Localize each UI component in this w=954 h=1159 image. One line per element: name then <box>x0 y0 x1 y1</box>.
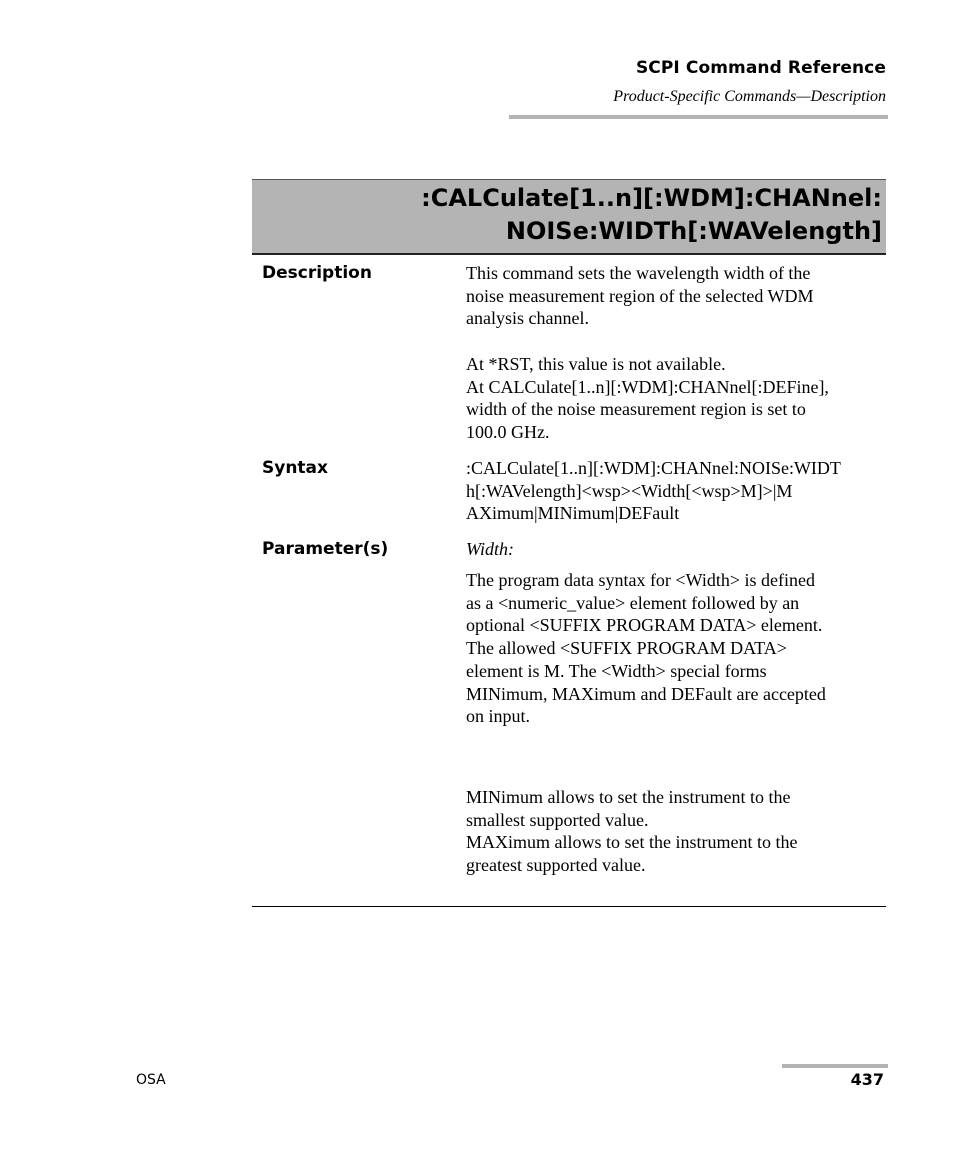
parameters-paragraph-2 <box>466 786 886 877</box>
text-line: analysis channel. <box>466 308 589 329</box>
text-line: This command sets the wavelength width of the <box>466 263 811 283</box>
syntax-line: AXimum|MINimum|DEFault <box>466 503 680 524</box>
text-line: MINimum allows to set the instrument to the <box>466 787 791 807</box>
text-line: element is M. The <Width> special forms <box>466 660 767 681</box>
running-header-title: SCPI Command Reference <box>635 58 886 78</box>
text-line: MAXimum allows to set the instrument to the <box>466 832 798 853</box>
header-rule <box>509 115 888 119</box>
parameter-name: Width: <box>466 539 514 559</box>
text-line: The program data syntax for <Width> is defined <box>466 570 815 590</box>
text-line: optional <SUFFIX PROGRAM DATA> element. <box>466 615 823 636</box>
text-line: 100.0 GHz. <box>466 422 550 443</box>
running-header-subtitle: Product-Specific Commands—Description <box>613 88 886 105</box>
text-line: on input. <box>466 706 531 727</box>
command-title-line-1: :CALCulate[1..n][:WDM]:CHANnel: <box>421 184 882 212</box>
description-paragraph-2 <box>466 353 886 444</box>
text-line: greatest supported value. <box>466 855 646 876</box>
text-line: as a <numeric_value> element followed by an <box>466 592 800 613</box>
parameters-label: Parameter(s) <box>262 539 389 559</box>
section-end-rule <box>252 906 886 907</box>
syntax-line: h[:WAVelength]<wsp><Width[<wsp>M]>|M <box>466 480 793 501</box>
syntax-label: Syntax <box>262 458 328 478</box>
text-line: smallest supported value. <box>466 809 649 830</box>
description-paragraph-1 <box>466 262 886 330</box>
syntax-text <box>466 457 886 525</box>
text-line: The allowed <SUFFIX PROGRAM DATA> <box>466 638 787 659</box>
text-line: MINimum, MAXimum and DEFault are accepted <box>466 683 826 704</box>
footer-product-name: OSA <box>136 1072 166 1088</box>
text-line: At CALCulate[1..n][:WDM]:CHANnel[:DEFine], <box>466 376 829 397</box>
text-line: At *RST, this value is not available. <box>466 354 726 374</box>
command-title-bar <box>252 179 886 255</box>
description-label: Description <box>262 263 372 283</box>
parameters-paragraph-1 <box>466 569 886 728</box>
text-line: width of the noise measurement region is set to <box>466 399 806 420</box>
command-title-line-2: NOISe:WIDTh[:WAVelength] <box>505 217 882 245</box>
text-line: noise measurement region of the selected WDM <box>466 285 814 306</box>
page-number: 437 <box>850 1070 884 1089</box>
footer-rule <box>782 1064 888 1068</box>
syntax-line: :CALCulate[1..n][:WDM]:CHANnel:NOISe:WIDT <box>466 458 841 478</box>
